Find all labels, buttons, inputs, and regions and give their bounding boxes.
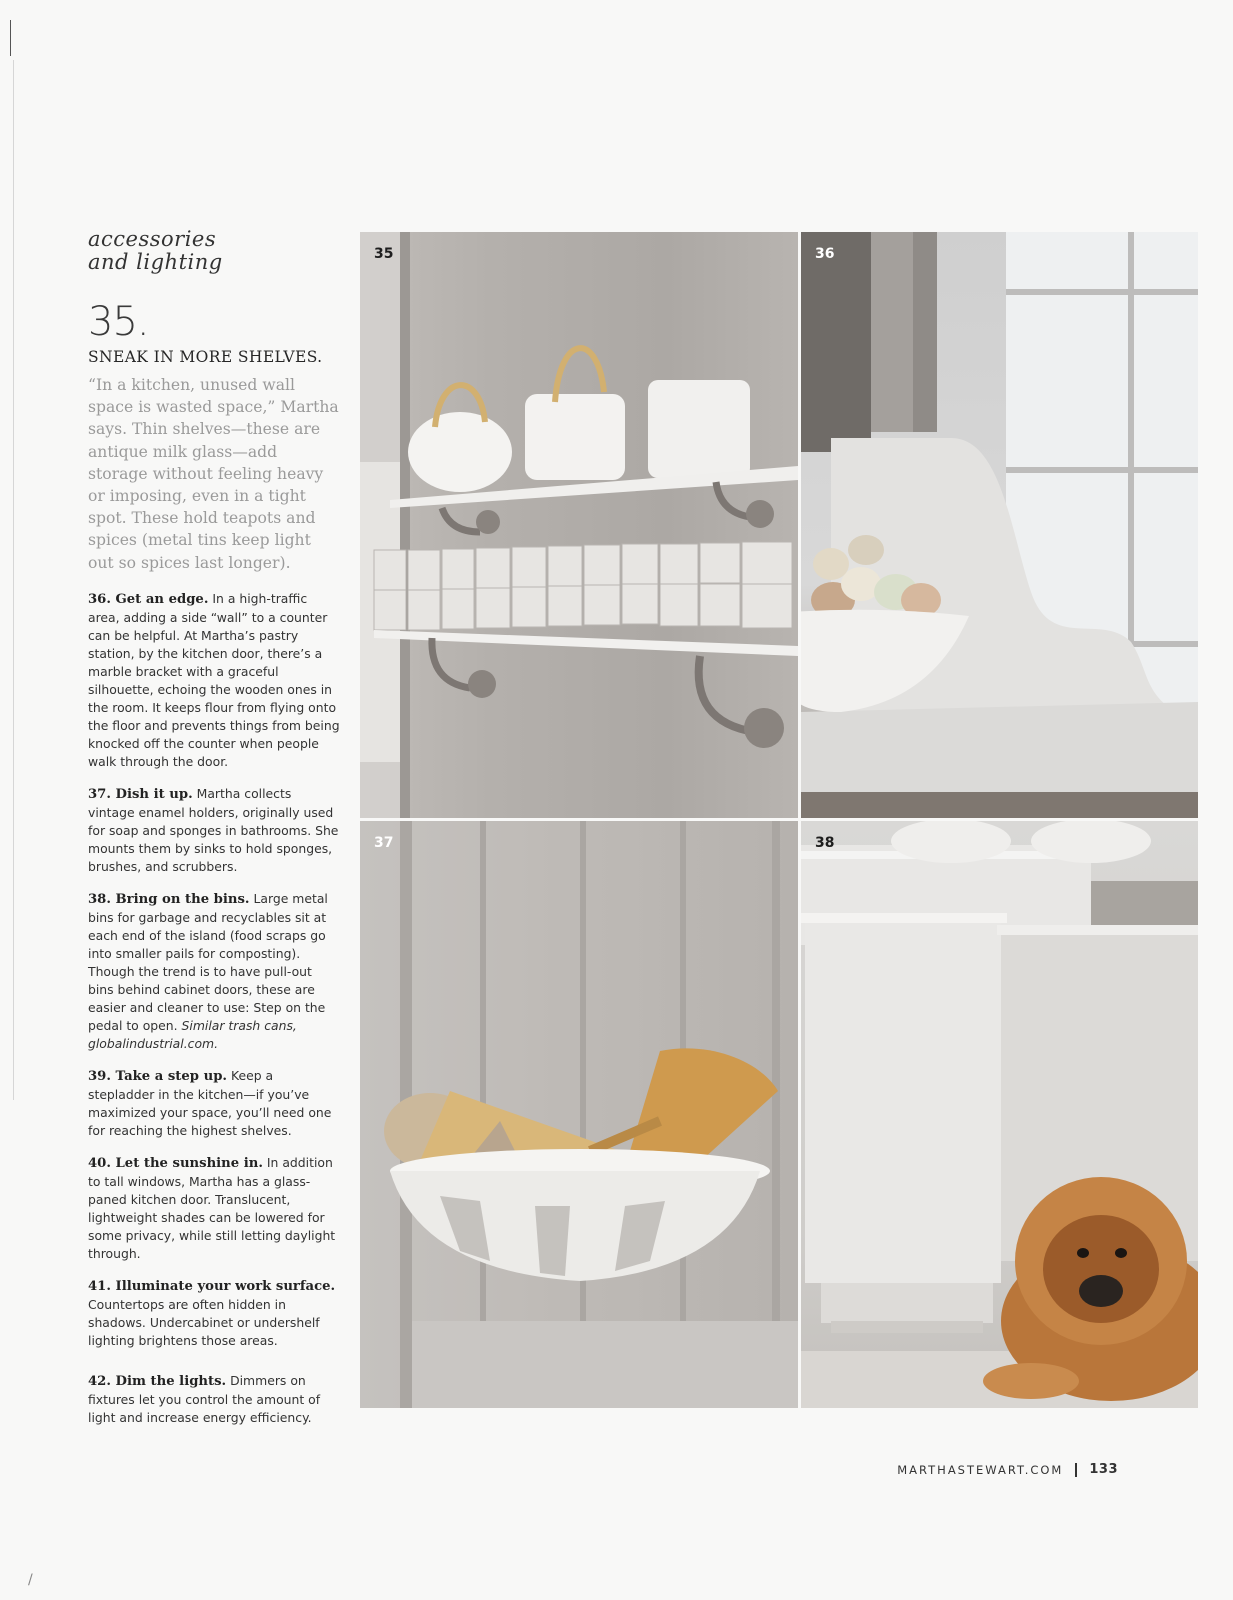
tip-body: Large metal bins for garbage and recyclables sit at each end of the island (food scraps go into smaller pails for composting). Though the trend is to have pull-out bins behind cabinet doors, these are easier and cleaner to use: Step on the pedal to open. [88,890,328,1033]
tip-source: Similar trash cans, globalindustrial.com. [88,1017,297,1051]
tip-title: 42. Dim the lights. [88,1373,227,1389]
photo-number: 37 [374,835,394,851]
tip-body: Dimmers on fixtures let you control the amount of light and increase energy efficiency. [88,1372,321,1425]
shelves-illustration [360,232,798,818]
bins-illustration [801,821,1198,1408]
tip-40 [88,1154,340,1263]
tip-title: 36. Get an edge. [88,591,209,607]
photo-number: 36 [815,246,835,262]
tip-42 [88,1372,340,1427]
photo-grid [360,232,1198,1408]
page-footer [897,1462,1118,1477]
tip-title: 40. Let the sunshine in. [88,1155,263,1171]
photo-marble-counter [801,232,1198,818]
tip-title: 39. Take a step up. [88,1068,228,1084]
feature-quote: “In a kitchen, unused wall space is wasted space,” Martha says. Thin shelves—these are antique milk glass—add storage without feeling heavy or imposing, even in a tight spot. These hold teapots and spices (metal tins keep light out so spices last longer). [88,376,339,572]
site-name: MARTHASTEWART.COM [897,1462,1064,1477]
tip-title: 38. Bring on the bins. [88,891,250,907]
photo-enamel-holder [360,821,798,1408]
tip-title: 41. Illuminate your work surface. [88,1278,336,1294]
tip-38 [88,890,340,1053]
footer-divider [1075,1463,1077,1477]
page-edge-mark [10,20,11,56]
text-column [88,228,340,1441]
photo-number: 35 [374,246,394,262]
photo-shelves [360,232,798,818]
tip-36 [88,590,340,771]
tip-39 [88,1067,340,1140]
tip-body: Countertops are often hidden in shadows. Undercabinet or undershelf lighting brightens those areas. [88,1296,320,1348]
section-title: accessories and lighting [88,227,223,274]
tip-body: In addition to tall windows, Martha has a glass-paned kitchen door. Translucent, lightweight shades can be lowered for some privacy, while still letting daylight through. [88,1154,336,1261]
tip-body: Martha collects vintage enamel holders, originally used for soap and sponges in bathrooms. She mounts them by sinks to hold sponges, brushes, and scrubbers. [88,785,339,874]
page-edge-shadow [13,60,14,1100]
photo-bins-dog [801,821,1198,1408]
holder-illustration [360,821,798,1408]
tip-body: In a high-traffic area, adding a side “wall” to a counter can be helpful. At Martha’s pastry station, by the kitchen door, there’s a marble bracket with a graceful silhouette, echoing the wooden ones in the room. It keeps flour from flying onto the floor and prevents things from being knocked off the counter when people walk through the door. [88,590,340,769]
feature-headline: SNEAK IN MORE SHELVES. [88,348,323,366]
page-number: 133 [1089,1462,1118,1477]
tip-body: Keep a stepladder in the kitchen—if you’ve maximized your space, you’ll need one for reaching the highest shelves. [88,1067,332,1138]
feature-number: 35. [88,299,149,345]
tip-title: 37. Dish it up. [88,786,193,802]
tip-41 [88,1277,340,1350]
photo-number: 38 [815,835,835,851]
counter-illustration [801,232,1198,818]
tip-37 [88,785,340,876]
corner-mark: / [28,1572,33,1588]
